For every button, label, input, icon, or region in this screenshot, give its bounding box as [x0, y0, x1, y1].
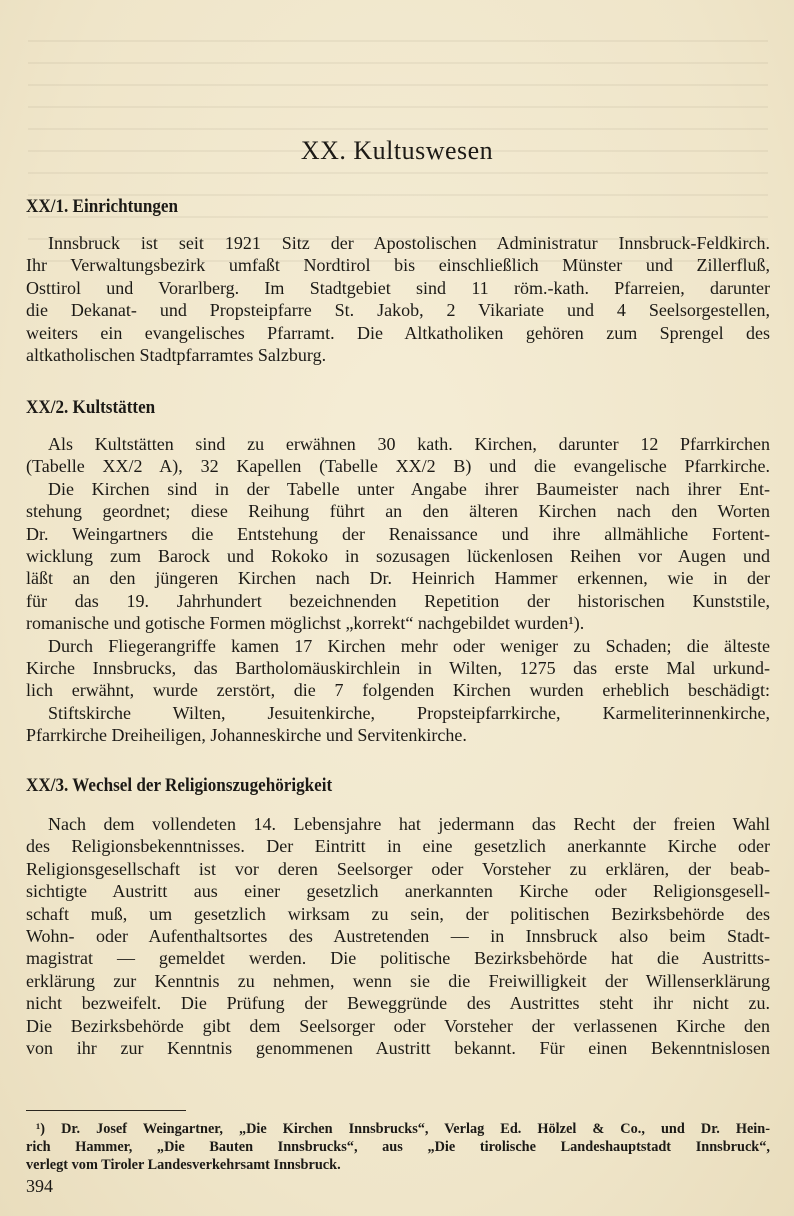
text-line: (Tabelle XX/2 A), 32 Kapellen (Tabelle XX/2 B) und die evangelische Pfarrkirche. — [26, 456, 770, 477]
page-number: 394 — [26, 1176, 53, 1196]
text-line: für das 19. Jahrhundert bezeichnenden Repetition der historischen Kunststile, — [26, 590, 770, 611]
text-line: Als Kultstätten sind zu erwähnen 30 kath. Kirchen, darunter 12 Pfarrkirchen — [48, 434, 770, 454]
text-line: Die Kirchen sind in der Tabelle unter Angabe ihrer Baumeister nach ihrer Ent- — [48, 478, 770, 499]
text-line: altkatholischen Stadtpfarramtes Salzburg. — [26, 345, 327, 366]
section-heading-kultstaetten: XX/2. Kultstätten — [26, 397, 156, 418]
section-body-einrichtungen — [26, 232, 770, 366]
text-line: Kirche Innsbrucks, das Bartholomäuskirchlein in Wilten, 1275 das erste Mal urkund- — [26, 658, 770, 679]
text-line: Wohn- oder Aufenthaltsortes des Austretenden — in Innsbruck also beim Stadt- — [26, 926, 770, 947]
text-line: Religionsgesellschaft ist vor deren Seelsorger oder Vorsteher zu erklären, der beab- — [26, 858, 770, 879]
text-line: Osttirol und Vorarlberg. Im Stadtgebiet sind 11 röm.-kath. Pfarreien, darunter — [26, 277, 770, 298]
section-body-kultstaetten — [26, 433, 770, 747]
text-line: erklärung zur Kenntnis zu nehmen, wenn sie die Freiwilligkeit der Willenserklärung — [26, 970, 770, 991]
text-line: nicht bezweifelt. Die Prüfung der Beweggründe des Austrittes steht ihr nicht zu. — [26, 993, 770, 1014]
text-line: stehung geordnet; diese Reihung führt an den älteren Kirchen nach den Worten — [26, 501, 770, 522]
text-line: romanische und gotische Formen möglichst „korrekt“ nachgebildet wurden¹). — [26, 613, 585, 634]
footnote-line: verlegt vom Tiroler Landesverkehrsamt Innsbruck. — [26, 1157, 341, 1173]
text-line: von ihr zur Kenntnis genommenen Austritt bekannt. Für einen Bekenntnislosen — [26, 1038, 770, 1059]
text-line: Stiftskirche Wilten, Jesuitenkirche, Propsteipfarrkirche, Karmeliterinnenkirche, — [48, 702, 770, 723]
chapter-title: XX. Kultuswesen — [300, 136, 494, 165]
text-line: lich erwähnt, wurde zerstört, die 7 folgenden Kirchen wurden erheblich beschädigt: — [26, 680, 770, 701]
text-line: weiters ein evangelisches Pfarramt. Die Altkatholiken gehören zum Sprengel des — [26, 322, 770, 343]
text-line: schaft muß, um gesetzlich wirksam zu sein, der politischen Bezirksbehörde des — [26, 903, 770, 924]
footnote-line: rich Hammer, „Die Bauten Innsbrucks“, aus „Die tirolische Landeshauptstadt Innsbruck“, — [26, 1139, 770, 1155]
text-line: magistrat — gemeldet werden. Die politische Bezirksbehörde hat die Austritts- — [26, 948, 770, 969]
text-line: Die Bezirksbehörde gibt dem Seelsorger oder Vorsteher der verlassenen Kirche den — [26, 1015, 770, 1036]
text-line: Pfarrkirche Dreiheiligen, Johanneskirche und Servitenkirche. — [26, 725, 467, 746]
text-line: Dr. Weingartners die Entstehung der Renaissance und ihre allmähliche Fortent- — [26, 523, 770, 544]
footnote-line: ¹) Dr. Josef Weingartner, „Die Kirchen Innsbrucks“, Verlag Ed. Hölzel & Co., und Dr. Hein- — [36, 1121, 770, 1137]
text-line: Nach dem vollendeten 14. Lebensjahre hat jedermann das Recht der freien Wahl — [48, 814, 770, 834]
text-line: Innsbruck ist seit 1921 Sitz der Apostolischen Administratur Innsbruck-Feldkirch. — [48, 233, 770, 253]
text-line: des Religionsbekenntnisses. Der Eintritt in eine gesetzlich anerkannte Kirche oder — [26, 836, 770, 857]
text-line: wicklung zum Barock und Rokoko in sozusagen lückenlosen Reihen vor Augen und — [26, 546, 770, 567]
text-line: Ihr Verwaltungsbezirk umfaßt Nordtirol bis einschließlich Münster und Zillerfluß, — [26, 255, 770, 276]
text-line: Durch Fliegerangriffe kamen 17 Kirchen mehr oder weniger zu Schaden; die älteste — [48, 635, 770, 656]
section-body-religionswechsel — [26, 813, 770, 1059]
text-line: die Dekanat- und Propsteipfarre St. Jakob, 2 Vikariate und 4 Seelsorgestellen, — [26, 300, 770, 321]
section-heading-einrichtungen: XX/1. Einrichtungen — [26, 196, 179, 217]
text-line: sichtigte Austritt aus einer gesetzlich anerkannten Kirche oder Religionsgesell- — [26, 881, 770, 902]
footnote — [26, 1120, 770, 1174]
footnote-divider — [26, 1110, 186, 1111]
text-line: läßt an den jüngeren Kirchen nach Dr. Heinrich Hammer erkennen, wie in der — [26, 568, 770, 589]
section-heading-religionswechsel: XX/3. Wechsel der Religionszugehörigkeit — [26, 775, 333, 796]
